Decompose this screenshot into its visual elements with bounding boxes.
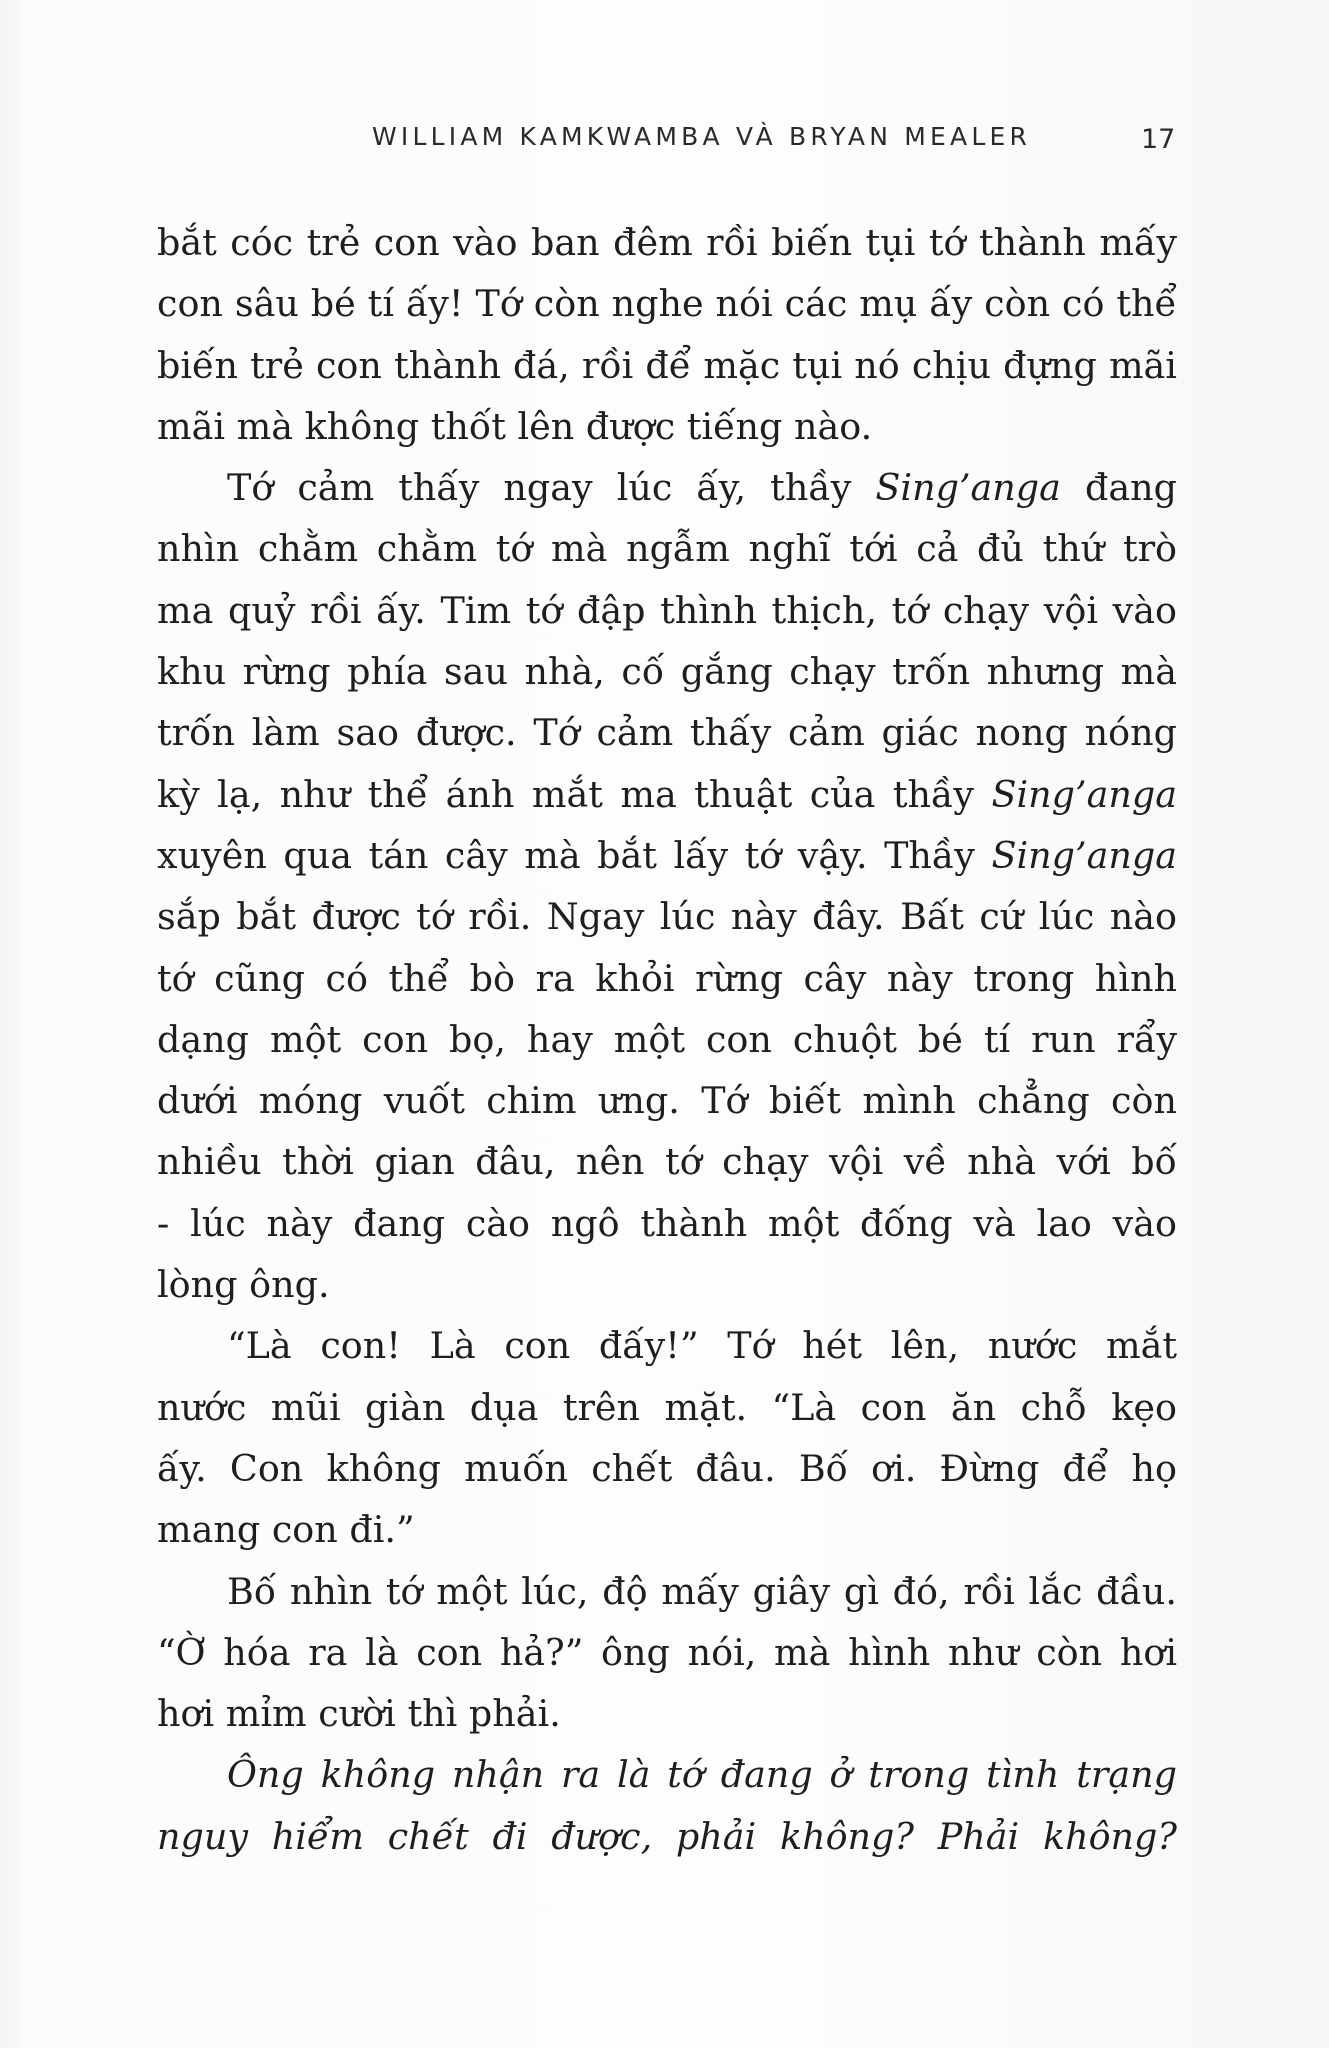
- text-line: dưới móng vuốt chim ưng. Tớ biết mình chẳng còn: [157, 1079, 1177, 1123]
- text-line: ma quỷ rồi ấy. Tim tớ đập thình thịch, tớ chạy vội vào: [157, 588, 1177, 632]
- body-text: [157, 212, 1177, 1867]
- text-line: “Ờ hóa ra là con hả?” ông nói, mà hình như còn hơi: [157, 1630, 1177, 1674]
- italic-name: Sing’anga: [875, 466, 1061, 510]
- text-line: biến trẻ con thành đá, rồi để mặc tụi nó chịu đựng mãi: [157, 343, 1177, 387]
- text-line: kỳ lạ, như thể ánh mắt ma thuật của thầy Sing’anga: [157, 772, 1177, 816]
- text-line: “Là con! Là con đấy!” Tớ hét lên, nước mắt: [227, 1324, 1177, 1368]
- text-line: lòng ông.: [157, 1263, 330, 1307]
- text-line: mang con đi.”: [157, 1508, 415, 1552]
- text-line: Bố nhìn tớ một lúc, độ mấy giây gì đó, rồi lắc đầu.: [227, 1569, 1177, 1613]
- running-header-title: WILLIAM KAMKWAMBA VÀ BRYAN MEALER: [372, 122, 1032, 151]
- text-line: sắp bắt được tớ rồi. Ngay lúc này đây. Bất cứ lúc nào: [157, 895, 1177, 939]
- page-number: 17: [1141, 124, 1176, 155]
- text-line-italic: Ông không nhận ra là tớ đang ở trong tình trạng: [227, 1753, 1177, 1797]
- text-line: - lúc này đang cào ngô thành một đống và lao vào: [157, 1201, 1177, 1245]
- text-line: tớ cũng có thể bò ra khỏi rừng cây này trong hình: [157, 956, 1177, 1000]
- text-line: dạng một con bọ, hay một con chuột bé tí run rẩy: [157, 1017, 1177, 1061]
- text-line: trốn làm sao được. Tớ cảm thấy cảm giác nong nóng: [157, 711, 1177, 755]
- italic-name: Sing’anga: [991, 772, 1177, 816]
- text-line: bắt cóc trẻ con vào ban đêm rồi biến tụi tớ thành mấy: [157, 221, 1177, 264]
- text-line: nhìn chằm chằm tớ mà ngẫm nghĩ tới cả đủ thứ trò: [157, 527, 1177, 571]
- text-line: nhiều thời gian đâu, nên tớ chạy vội về nhà với bố: [157, 1140, 1177, 1184]
- italic-name: Sing’anga: [991, 833, 1177, 877]
- text-line-italic: nguy hiểm chết đi được, phải không? Phải không?: [157, 1814, 1177, 1858]
- text-line: nước mũi giàn dụa trên mặt. “Là con ăn chỗ kẹo: [157, 1385, 1177, 1429]
- text-line: hơi mỉm cười thì phải.: [157, 1692, 561, 1736]
- text-line: con sâu bé tí ấy! Tớ còn nghe nói các mụ ấy còn có thể: [157, 282, 1177, 326]
- text-line: khu rừng phía sau nhà, cố gắng chạy trốn nhưng mà: [157, 650, 1177, 694]
- text-line: mãi mà không thốt lên được tiếng nào.: [157, 404, 873, 448]
- text-line: ấy. Con không muốn chết đâu. Bố ơi. Đừng để họ: [157, 1446, 1177, 1490]
- text-line: Tớ cảm thấy ngay lúc ấy, thầy Sing’anga đang: [227, 466, 1177, 510]
- text-line: xuyên qua tán cây mà bắt lấy tớ vậy. Thầy Sing’anga: [157, 833, 1177, 877]
